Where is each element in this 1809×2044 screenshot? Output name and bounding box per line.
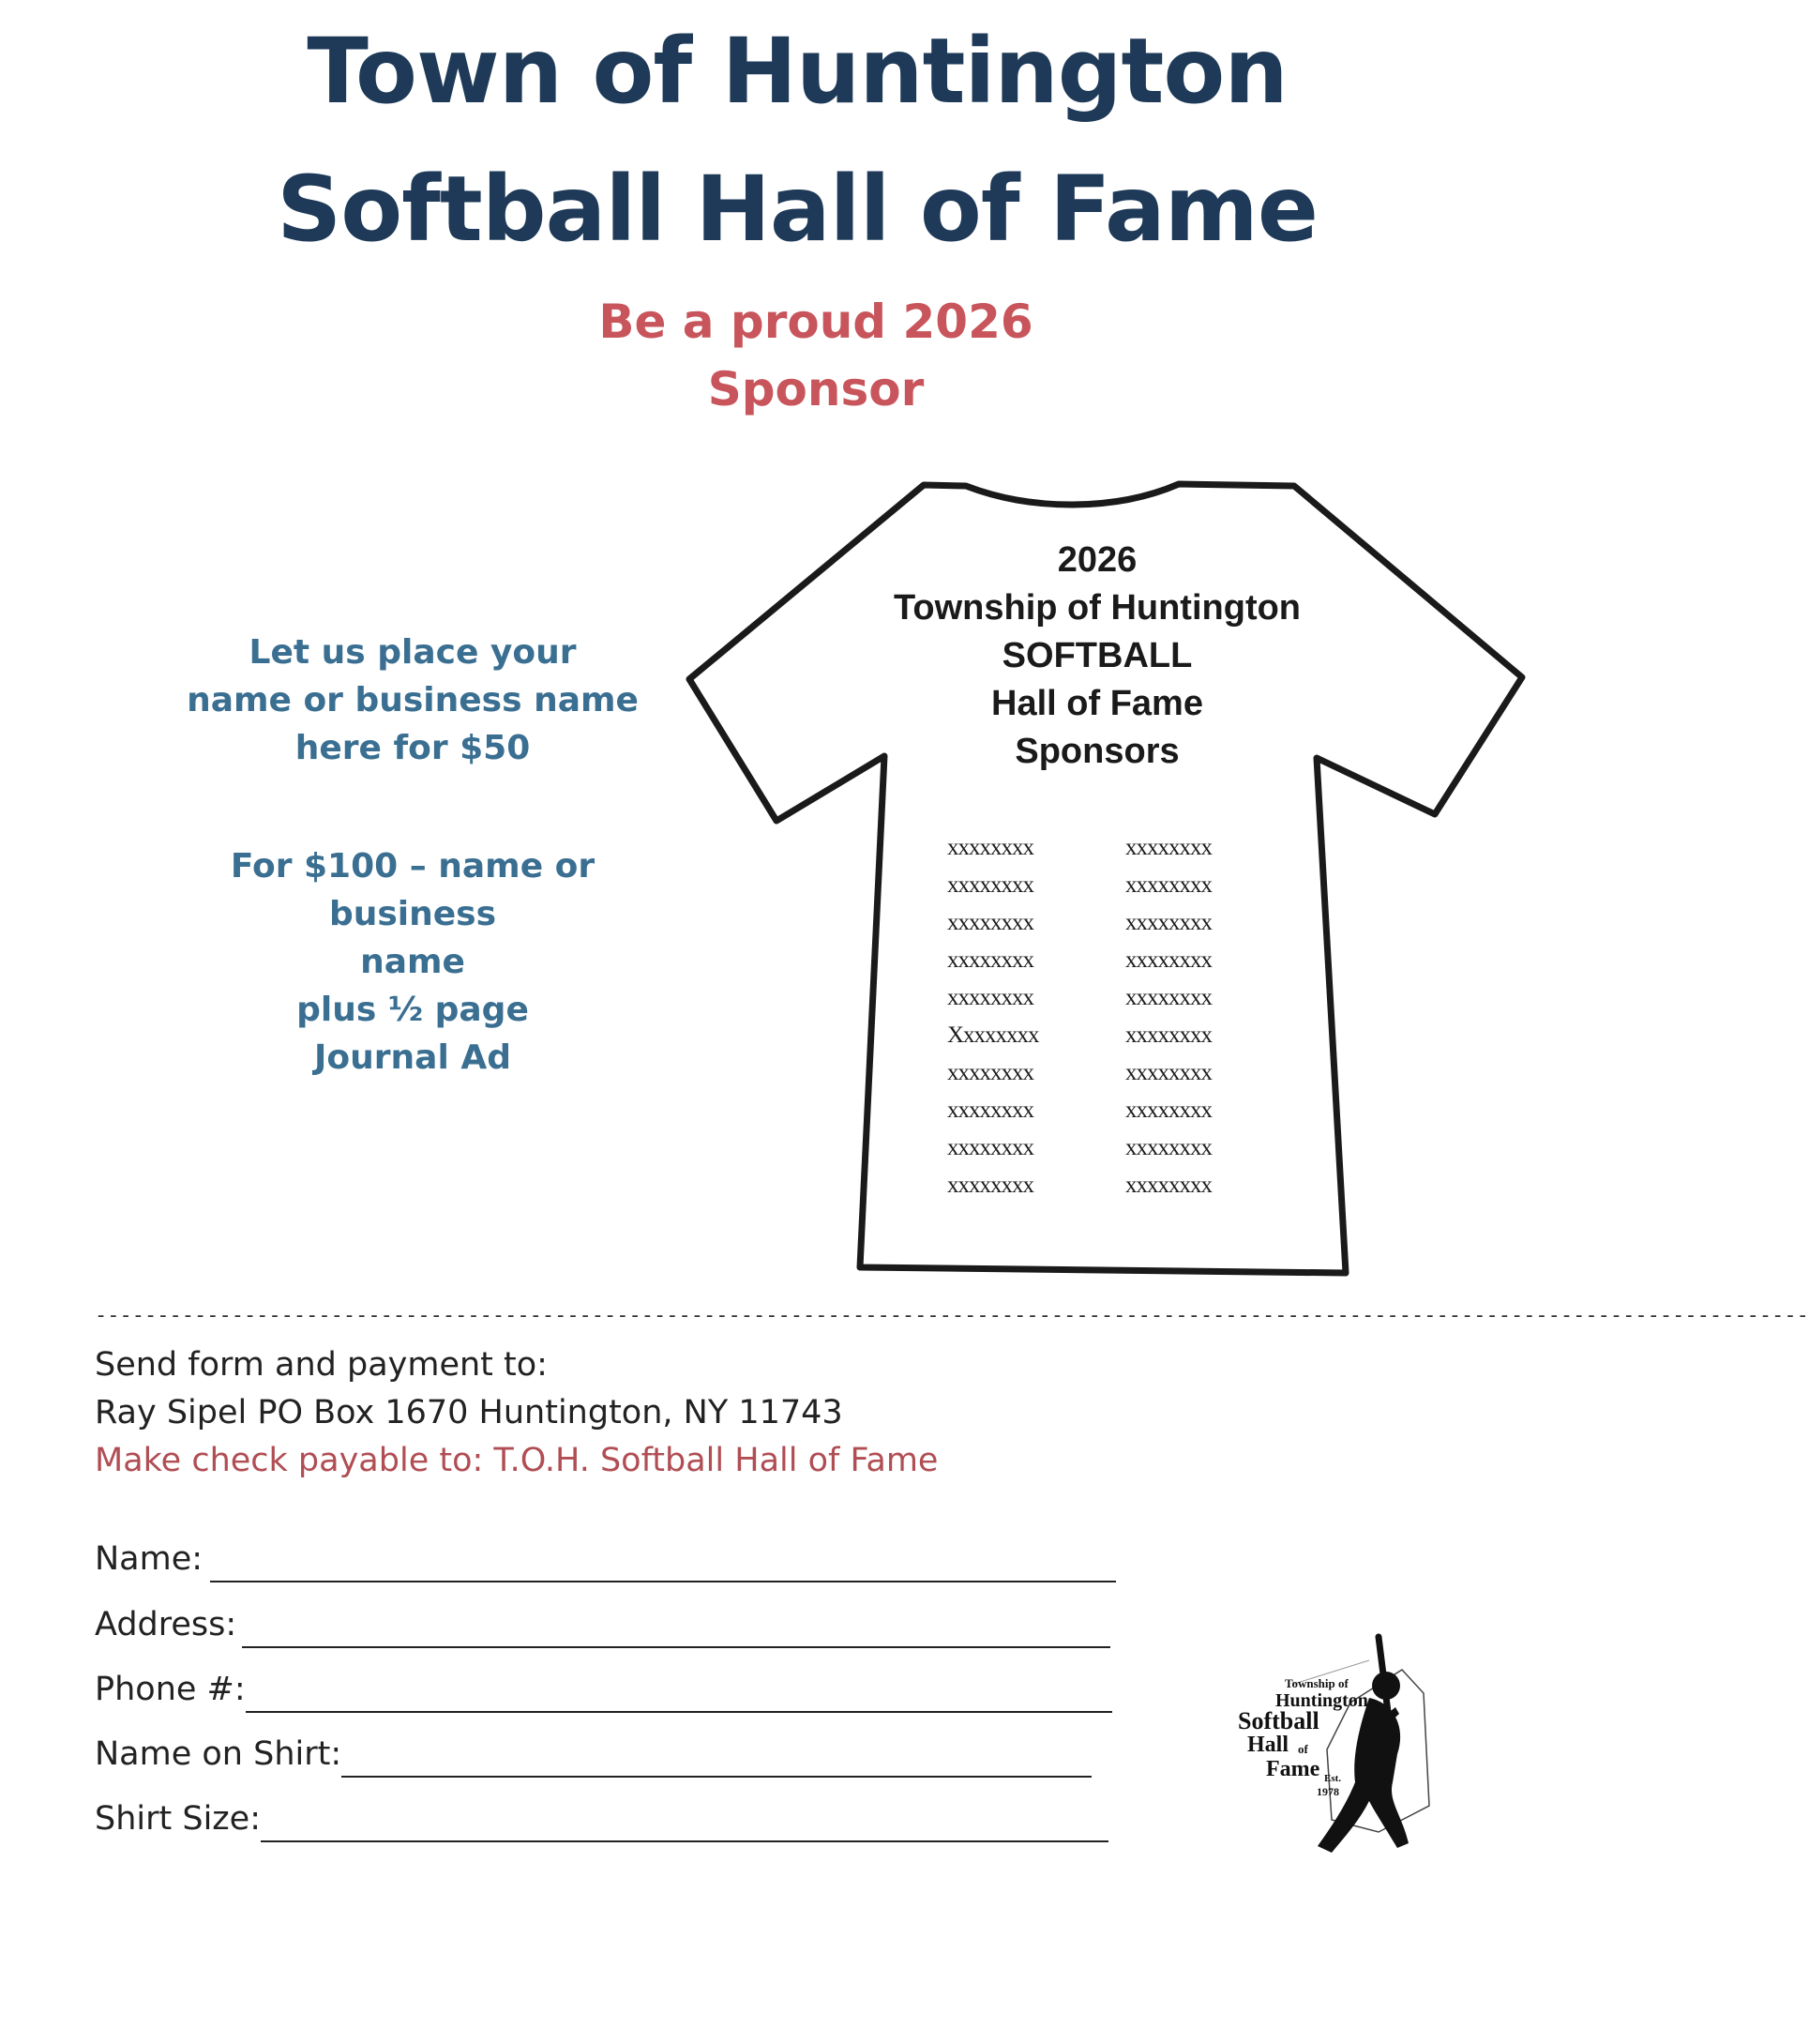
sponsor-placeholder: xxxxxxxx [947, 872, 1033, 898]
sponsor-placeholder: xxxxxxxx [1125, 947, 1212, 973]
logo-text: of [1298, 1742, 1308, 1756]
shirt-heading-line: 2026 [1057, 540, 1138, 580]
sponsor-placeholder: xxxxxxxx [947, 985, 1033, 1010]
logo-text: 1978 [1317, 1785, 1339, 1798]
sponsor-placeholder: xxxxxxxx [947, 1060, 1033, 1085]
page-title-line2: Softball Hall of Fame [277, 157, 1318, 262]
sponsor-placeholder: xxxxxxxx [947, 835, 1033, 860]
shirt-heading-line: Hall of Fame [991, 684, 1203, 723]
sponsor-placeholder: xxxxxxxx [1125, 872, 1212, 898]
phone-label: Phone #: [95, 1671, 246, 1708]
phone-field[interactable] [246, 1711, 1112, 1713]
offer-hundred-line: Journal Ad [314, 1038, 511, 1077]
sponsor-column-left [947, 829, 1039, 1204]
subtitle-line1: Be a proud 2026 [598, 295, 1033, 349]
offer-fifty-line: here for $50 [294, 729, 531, 767]
shirt-heading [844, 537, 1350, 776]
sponsor-placeholder: xxxxxxxx [1125, 1173, 1212, 1198]
logo-text: Hall [1247, 1733, 1289, 1757]
shirt-size-field[interactable] [261, 1840, 1108, 1842]
offer-fifty-line: name or business name [187, 681, 639, 719]
address-field[interactable] [242, 1646, 1110, 1648]
logo-text: Township of [1285, 1676, 1349, 1690]
name-field[interactable] [210, 1581, 1116, 1582]
sponsor-placeholder: xxxxxxxx [947, 1135, 1033, 1160]
cut-line-divider: ------------------------------------------------------------------------------------------------------------------------------------------ [95, 1304, 1809, 1327]
sponsor-placeholder: xxxxxxxx [947, 1098, 1033, 1123]
logo-text: Fame [1266, 1757, 1320, 1781]
sponsor-placeholder: xxxxxxxx [1125, 1135, 1212, 1160]
shirt-size-label: Shirt Size: [95, 1800, 261, 1838]
sponsor-placeholder: xxxxxxxx [1125, 985, 1212, 1010]
hall-of-fame-logo [1238, 1628, 1435, 1871]
sponsor-placeholder: xxxxxxxx [1125, 1022, 1212, 1048]
send-to-text: Send form and payment to: [95, 1346, 548, 1384]
logo-text: Est. [1324, 1773, 1342, 1784]
offer-hundred-line: name [360, 943, 465, 981]
shirt-heading-line: SOFTBALL [1002, 636, 1193, 675]
sponsor-placeholder: xxxxxxxx [947, 910, 1033, 935]
name-label: Name: [95, 1540, 204, 1578]
offer-hundred-line: For $100 – name or business [230, 847, 595, 933]
sponsor-placeholder: xxxxxxxx [947, 947, 1033, 973]
offer-fifty-line: Let us place your [249, 633, 577, 672]
sponsor-column-right [1125, 829, 1212, 1204]
shirt-heading-line: Sponsors [1015, 732, 1180, 771]
sponsor-placeholder: xxxxxxxx [947, 1173, 1033, 1198]
offer-hundred-line: plus ½ page [296, 991, 529, 1029]
mailing-info [95, 1341, 938, 1485]
sponsor-placeholder: xxxxxxxx [1125, 1098, 1212, 1123]
shirt-name-field[interactable] [341, 1776, 1092, 1778]
logo-text: Softball [1238, 1707, 1319, 1734]
page-title-line1: Town of Huntington [307, 19, 1288, 124]
sponsor-placeholder: xxxxxxxx [1125, 835, 1212, 860]
payable-to-text: Make check payable to: T.O.H. Softball Hall of Fame [95, 1442, 939, 1479]
sponsor-placeholder: Xxxxxxxx [947, 1022, 1039, 1048]
shirt-name-label: Name on Shirt: [95, 1735, 342, 1773]
sponsor-placeholder: xxxxxxxx [1125, 910, 1212, 935]
shirt-heading-line: Township of Huntington [893, 588, 1302, 628]
address-label: Address: [95, 1606, 237, 1643]
subtitle-line2: Sponsor [707, 362, 925, 416]
logo-text: Huntington [1275, 1690, 1368, 1711]
sponsor-placeholder: xxxxxxxx [1125, 1060, 1212, 1085]
mailing-address: Ray Sipel PO Box 1670 Huntington, NY 11743 [95, 1394, 843, 1431]
